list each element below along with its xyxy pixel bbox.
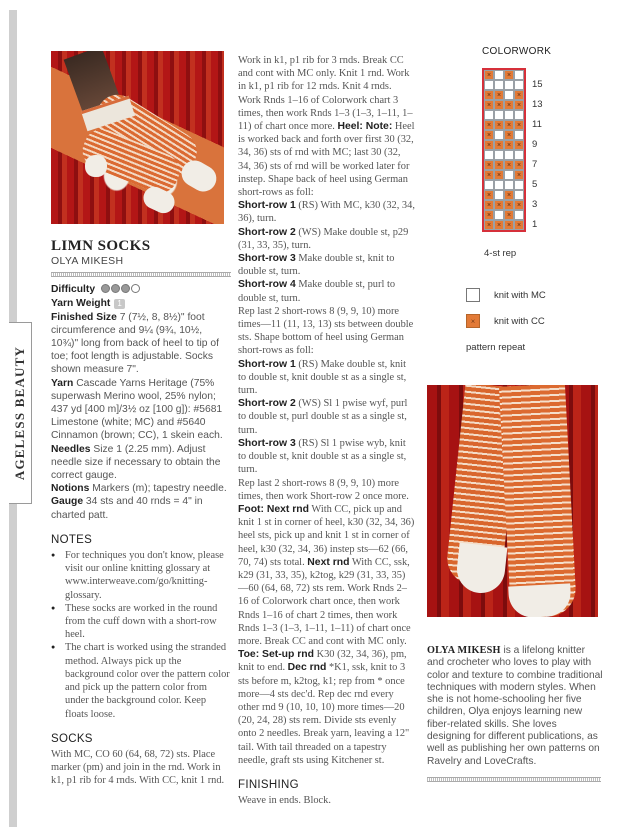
heel-label: Heel: Note: — [337, 121, 393, 133]
chart-cell-mc — [484, 180, 494, 190]
short-row-step: Short-row 3 (RS) Sl 1 pwise wyb, knit to double st, knit double st as a single st, turn. — [238, 437, 407, 476]
chart-cell-cc: × — [484, 100, 494, 110]
chart-title: COLORWORK — [482, 46, 552, 57]
chart-cell-cc: × — [514, 220, 524, 230]
notions-spec: Notions Markers (m); tapestry needle. — [51, 483, 227, 495]
legend-swatch-mc — [466, 288, 480, 302]
difficulty-dot-filled — [111, 284, 120, 293]
chart-cell-cc: × — [484, 220, 494, 230]
legend-item-mc — [466, 282, 546, 308]
chart-cell-cc: × — [484, 70, 494, 80]
chart-cell-mc — [484, 80, 494, 90]
legend-item-cc — [466, 308, 546, 334]
chart-cell-cc: × — [504, 120, 514, 130]
difficulty-dot-filled — [121, 284, 130, 293]
chart-cell-mc — [494, 80, 504, 90]
chart-cell-cc: × — [504, 190, 514, 200]
chart-row-16 — [484, 70, 524, 80]
chart-cell-mc — [494, 130, 504, 140]
chart-cell-cc: × — [504, 210, 514, 220]
chart-cell-cc: × — [484, 140, 494, 150]
specs-column — [51, 237, 231, 788]
chart-cell-mc — [494, 70, 504, 80]
chart-row-8 — [484, 150, 524, 160]
chart-cell-mc — [494, 180, 504, 190]
section-tab — [9, 322, 32, 504]
chart-cell-mc — [514, 70, 524, 80]
chart-cell-mc — [494, 210, 504, 220]
chart-row-1 — [484, 220, 524, 230]
repeat-instruction: Rep last 2 short-rows 8 (9, 9, 10) more times—11 (11, 13, 13) sts between double sts. Shape bottom of heel using German short-rows as foll: — [238, 305, 414, 357]
bio-divider — [427, 777, 601, 782]
difficulty-dot-filled — [101, 284, 110, 293]
chart-row-15 — [484, 80, 524, 90]
yarn-weight-spec: Yarn Weight 1 — [51, 297, 231, 310]
chart-row-13 — [484, 100, 524, 110]
legend-label: knit with CC — [494, 315, 545, 327]
designer-name: OLYA MIKESH — [51, 255, 124, 267]
chart-row-14 — [484, 90, 524, 100]
chart-cell-mc — [484, 150, 494, 160]
finishing-heading: FINISHING — [238, 778, 299, 791]
gauge-spec: Gauge 34 sts and 40 rnds = 4" in charted patt. — [51, 496, 203, 521]
socks-closeup-photo — [427, 385, 598, 617]
divider — [51, 272, 231, 277]
instructions-column — [238, 54, 415, 807]
finished-size-spec: Finished Size 7 (7½, 8, 8½)" foot circumference and 9¼ (9¾, 10½, 10¾)" long from back of heel to tip of toe; foot length is adjustable. Socks shown measure 7". — [51, 311, 219, 376]
legend-swatch-cc: × — [466, 314, 480, 328]
chart-cell-cc: × — [494, 100, 504, 110]
socks-heading: SOCKS — [51, 732, 93, 745]
chart-row-label: 11 — [532, 119, 542, 130]
chart-cell-mc — [504, 150, 514, 160]
chart-cell-cc: × — [494, 200, 504, 210]
legend-label: knit with MC — [494, 289, 546, 301]
designer-bio — [427, 645, 603, 768]
chart-row-3 — [484, 200, 524, 210]
chart-cell-cc: × — [494, 220, 504, 230]
pattern-title: LIMN SOCKS — [51, 238, 151, 254]
chart-cell-cc: × — [494, 160, 504, 170]
chart-cell-mc — [514, 210, 524, 220]
foot-instruction: Rep last 2 short-rows 8 (9, 9, 10) more times, then work Short-row 2 once more. Foot: Next rnd With CC, pick up and knit 1 st in corner of heel, k30 (32, 34, 36) heel sts, pick up and knit 1 st in corner of heel, k30 (32, 34, 36) instep sts—62 (66, 70, 74) sts total. Next rnd With CC, ssk, k29 (31, 33, 35), k2tog, k29 (31, 33, 35)—60 (64, 68, 72) sts rem. Work Rnds 2–16 of Colorwork chart once, then work Rnds 1–16 of chart 2 times, then work Rnds 1–3 (1–3, 1–11, 1–11) of chart once more. Break CC and cont with MC only. Toe: Set-up rnd K30 (32, 34, 36), pm, knit to end. Dec rnd *K1, ssk, knit to 3 sts before m, k2tog, k1; rep from * once more—4 sts dec'd. Rep dec rnd every other rnd 9 (10, 10, 10) more times—20 (20, 24, 28) sts rem. Divide sts evenly onto 2 needles. Break yarn, leaving a 12" tail. With tail threaded on a tapestry needle, graft sts using Kitchener st. — [238, 477, 415, 766]
chart-grid — [482, 68, 526, 232]
short-row-step: Short-row 2 (WS) Sl 1 pwise wyf, purl to double st, purl double st as a single st, turn. — [238, 398, 408, 436]
chart-cell-cc: × — [494, 90, 504, 100]
chart-row-2 — [484, 210, 524, 220]
note-item: ● These socks are worked in the round from the cuff down with a short-row heel. — [51, 602, 231, 642]
difficulty-spec: Difficulty — [51, 283, 231, 297]
chart-cell-cc: × — [484, 190, 494, 200]
yarn-spec: Yarn Cascade Yarns Heritage (75% superwash Merino wool, 25% nylon; 437 yd [400 m]/3½ oz [100 g]): #5681 Limestone (white; MC) and #5640 Cinnamon (brown; CC), 1 skein each. — [51, 377, 223, 442]
short-row-step: Short-row 1 (RS) Make double st, knit to double st, knit double st as a single st, turn. — [238, 358, 407, 397]
chart-cell-mc — [484, 110, 494, 120]
needles-spec: Needles Size 1 (2.25 mm). Adjust needle size if necessary to obtain the correct gauge. — [51, 443, 221, 482]
chart-cell-cc: × — [504, 70, 514, 80]
chart-row-9 — [484, 140, 524, 150]
note-item: ● The chart is worked using the stranded method. Always pick up the background color over the pattern color and pick up the pattern color from under the background color. Keep floats loose. — [51, 641, 231, 720]
notes-heading: NOTES — [51, 533, 93, 546]
chart-cell-cc: × — [514, 100, 524, 110]
chart-row-label: 9 — [532, 139, 538, 150]
difficulty-rating — [101, 284, 141, 297]
chart-row-label: 7 — [532, 159, 538, 170]
socks-on-rug-photo — [51, 51, 224, 224]
chart-row-label: 15 — [532, 79, 543, 90]
chart-cell-mc — [494, 190, 504, 200]
bio-name: OLYA MIKESH — [427, 645, 501, 656]
chart-cell-cc: × — [504, 130, 514, 140]
chart-row-6 — [484, 170, 524, 180]
chart-cell-cc: × — [514, 140, 524, 150]
chart-cell-mc — [504, 80, 514, 90]
colorwork-chart — [470, 46, 610, 259]
chart-cell-mc — [504, 110, 514, 120]
chart-cell-cc: × — [484, 210, 494, 220]
chart-row-4 — [484, 190, 524, 200]
chart-cell-cc: × — [514, 170, 524, 180]
chart-cell-mc — [514, 150, 524, 160]
chart-cell-cc: × — [494, 170, 504, 180]
chart-cell-cc: × — [494, 140, 504, 150]
socks-intro: With MC, CO 60 (64, 68, 72) sts. Place marker (pm) and join in the rnd. Work in k1, p1 rib for 4 rnds. With CC, knit 1 rnd. — [51, 748, 225, 787]
chart-row-12 — [484, 110, 524, 120]
chart-row-label: 5 — [532, 179, 538, 190]
chart-cell-mc — [514, 110, 524, 120]
chart-cell-mc — [514, 190, 524, 200]
note-item: ● For techniques you don't know, please visit our online knitting glossary at www.interweave.com/go/knitting-glossary. — [51, 549, 231, 602]
difficulty-dot-empty — [131, 284, 140, 293]
chart-cell-cc: × — [484, 160, 494, 170]
chart-row-10 — [484, 130, 524, 140]
chart-row-label: 13 — [532, 99, 543, 110]
section-label: AGELESS BEAUTY — [12, 345, 27, 481]
chart-row-11 — [484, 120, 524, 130]
chart-xlabel: 4-st rep — [484, 248, 517, 259]
legend-item-rep — [466, 334, 546, 360]
chart-cell-cc: × — [504, 200, 514, 210]
chart-cell-cc: × — [514, 160, 524, 170]
chart-cell-mc — [494, 110, 504, 120]
chart-cell-mc — [504, 90, 514, 100]
chart-cell-cc: × — [514, 120, 524, 130]
short-row-step: Short-row 1 (RS) With MC, k30 (32, 34, 36), turn. — [238, 200, 415, 225]
bio-text: is a lifelong knitter and crocheter who loves to play with color and texture to combine traditional techniques with modern styles. When she is not home-schooling her five children, Olya enjoys learning new fiber-related skills. She loves designing for different publications, as well as publishing her own patterns on Ravelry and LoveCrafts. — [427, 645, 603, 767]
chart-cell-cc: × — [484, 170, 494, 180]
chart-cell-cc: × — [504, 220, 514, 230]
finishing-text: Weave in ends. Block. — [238, 795, 331, 807]
chart-cell-mc — [504, 170, 514, 180]
short-row-step: Short-row 2 (WS) Make double st, p29 (31, 33, 35), turn. — [238, 226, 409, 251]
chart-cell-cc: × — [504, 100, 514, 110]
chart-legend — [466, 282, 546, 360]
legend-label: pattern repeat — [466, 341, 526, 353]
chart-cell-cc: × — [484, 120, 494, 130]
chart-cell-cc: × — [494, 120, 504, 130]
chart-cell-cc: × — [484, 90, 494, 100]
chart-cell-cc: × — [514, 90, 524, 100]
chart-cell-mc — [504, 180, 514, 190]
chart-cell-cc: × — [484, 200, 494, 210]
chart-cell-mc — [514, 180, 524, 190]
chart-cell-cc: × — [484, 130, 494, 140]
yarn-weight-icon: 1 — [114, 299, 124, 309]
chart-cell-mc — [514, 130, 524, 140]
short-row-step: Short-row 4 Make double st, purl to double st, turn. — [238, 279, 396, 304]
chart-row-5 — [484, 180, 524, 190]
chart-row-label: 3 — [532, 199, 538, 210]
instruction-paragraph: Work in k1, p1 rib for 3 rnds. Break CC and cont with MC only. Knit 1 rnd. Work in k1, p1 rib for 12 rnds. Knit 4 rnds. Work Rnds 1–16 of Colorwork chart 3 times, then work Rnds 1–3 (1–3, 1–11, 1–11) of chart once more. Heel: Note: Heel is worked back and forth over first 30 (32, 34, 36) sts of rnd with MC; last 30 (32, 34, 36) sts of rnd will be worked later for instep. Shape back of heel using German short-rows as foll: — [238, 55, 415, 199]
chart-cell-mc — [494, 150, 504, 160]
chart-row-7 — [484, 160, 524, 170]
short-row-step: Short-row 3 Make double st, knit to double st, turn. — [238, 253, 395, 278]
chart-row-label: 1 — [532, 219, 538, 230]
chart-cell-cc: × — [504, 140, 514, 150]
notes-list — [51, 549, 231, 721]
chart-cell-cc: × — [504, 160, 514, 170]
chart-cell-cc: × — [514, 200, 524, 210]
chart-cell-mc — [514, 80, 524, 90]
